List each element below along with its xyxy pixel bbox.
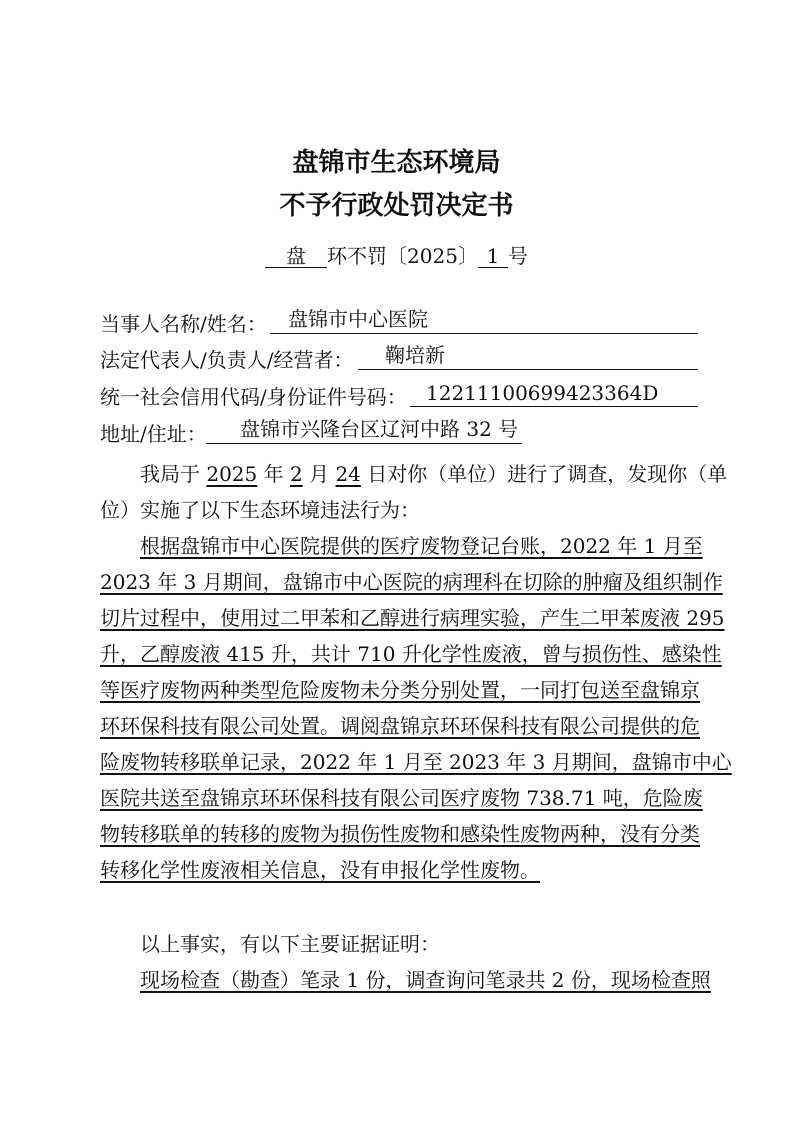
representative-value: 鞠培新 [385, 343, 445, 367]
representative-label: 法定代表人/负责人/经营者： [100, 348, 354, 372]
intro-text-1: 我局于 [140, 462, 200, 486]
address-field [100, 418, 698, 446]
party-value: 盘锦市中心医院 [288, 307, 428, 331]
facts-line: 环环保科技有限公司处置。调阅盘锦京环环保科技有限公司提供的危 [100, 714, 700, 738]
intro-text-2: 年 [263, 462, 284, 486]
representative-underline [358, 369, 698, 370]
facts-line: 医院共送至盘锦京环环保科技有限公司医疗废物 738.71 吨，危险废 [100, 786, 703, 810]
address-label: 地址/住址： [100, 422, 207, 446]
doc-number-prefix: 盘 [265, 245, 327, 268]
document-number [0, 240, 793, 269]
intro-text-4: 日对你（单位）进行了调查，发现你（单 [367, 462, 728, 486]
facts-line: 根据盘锦市中心医院提供的医疗废物登记台账，2022 年 1 月至 [140, 534, 703, 558]
party-field [100, 308, 698, 336]
doc-number-number: 1 [478, 245, 508, 268]
doc-number-middle: 环不罚〔2025〕 [327, 244, 478, 268]
violation-facts [100, 528, 732, 888]
facts-line: 险废物转移联单记录，2022 年 1 月至 2023 年 3 月期间，盘锦市中心 [100, 750, 732, 774]
evidence-intro: 以上事实，有以下主要证据证明： [140, 932, 440, 956]
doc-number-suffix: 号 [507, 244, 528, 268]
evidence-line: 现场检查（勘查）笔录 1 份，调查询问笔录共 2 份，现场检查照 [140, 968, 711, 992]
intro-text-3: 月 [309, 462, 330, 486]
survey-day: 24 [335, 462, 361, 486]
intro-paragraph [100, 456, 728, 528]
intro-line-2: 位）实施了以下生态环境违法行为： [100, 498, 420, 522]
survey-month: 2 [289, 462, 303, 486]
credit-code-label: 统一社会信用代码/身份证件号码： [100, 385, 407, 409]
facts-line: 升，乙醇废液 415 升，共计 710 升化学性废液，曾与损伤性、感染性 [100, 642, 722, 666]
address-value: 盘锦市兴隆台区辽河中路 32 号 [240, 417, 519, 441]
facts-line: 转移化学性废液相关信息，没有申报化学性废物。 [100, 858, 540, 882]
survey-year: 2025 [206, 462, 258, 486]
credit-code-underline [410, 406, 698, 407]
facts-line: 2023 年 3 月期间，盘锦市中心医院的病理科在切除的肿瘤及组织制作 [100, 570, 723, 594]
credit-code-field [100, 381, 698, 409]
credit-code-value: 12211100699423364D [426, 381, 659, 405]
facts-line: 切片过程中，使用过二甲苯和乙醇进行病理实验，产生二甲苯废液 295 [100, 606, 725, 630]
intro-line-1 [100, 456, 728, 492]
evidence-section [100, 926, 711, 998]
address-underline [206, 443, 522, 444]
party-underline [270, 333, 698, 334]
party-label: 当事人名称/姓名： [100, 312, 267, 336]
facts-line: 物转移联单的转移的废物为损伤性废物和感染性废物两种，没有分类 [100, 822, 700, 846]
facts-line: 等医疗废物两种类型危险废物未分类分别处置，一同打包送至盘锦京 [100, 678, 700, 702]
document-type-title: 不予行政处罚决定书 [279, 191, 514, 221]
representative-field [100, 344, 698, 372]
agency-title: 盘锦市生态环境局 [292, 148, 501, 178]
